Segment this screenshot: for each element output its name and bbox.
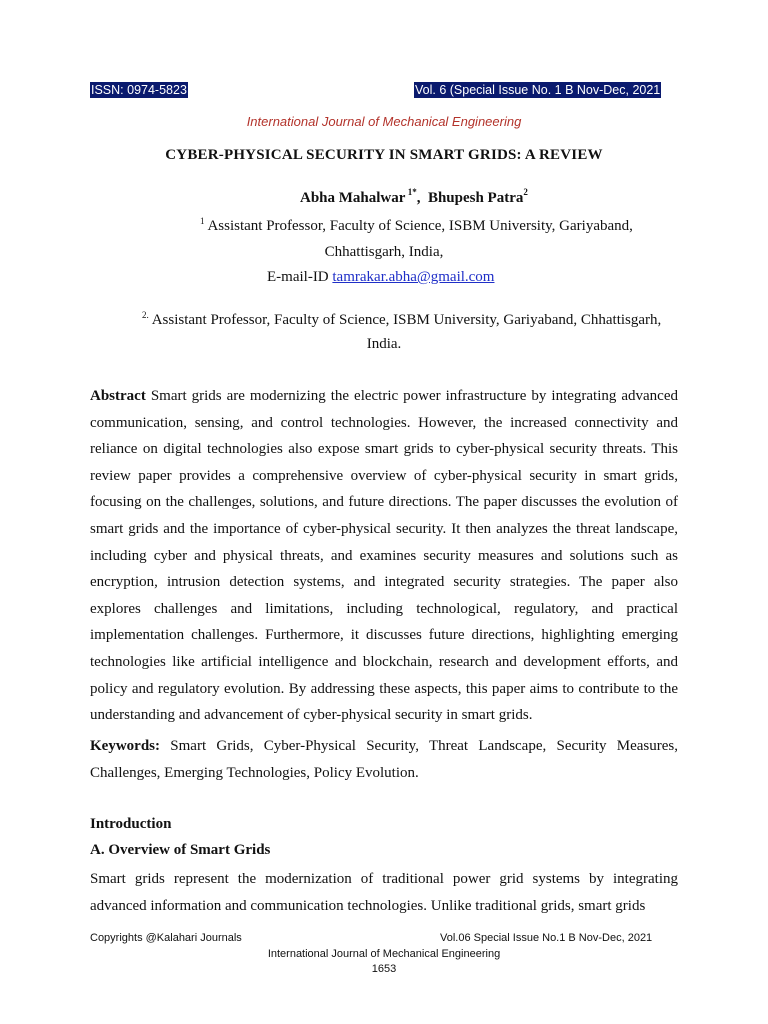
abstract-label: Abstract — [90, 388, 146, 404]
keywords-text: Smart Grids, Cyber-Physical Security, Threat Landscape, Security Measures, Challenges, Emerging Technologies, Policy Evolution. — [90, 738, 679, 781]
keywords — [90, 733, 678, 786]
issn-label: ISSN: 0974-5823 — [91, 83, 187, 97]
author-list: Abha Mahalwar $^{1*}$, Bhupesh Patra$^2$ — [300, 187, 528, 206]
journal-name: International Journal of Mechanical Engineering — [246, 114, 522, 129]
footer-issue: Vol.06 Special Issue No.1 B Nov-Dec, 2021 — [440, 932, 653, 944]
affiliation-2-location: India. — [366, 336, 402, 352]
volume-label: Vol. 6 (Special Issue No. 1 B Nov-Dec, 2021 — [415, 83, 661, 97]
affiliation-2: $^{2.}$ Assistant Professor, Faculty of Science, ISBM University, Gariyaband, Chhattisgarh, — [142, 310, 662, 328]
keywords-label: Keywords: — [90, 738, 160, 754]
footer-journal: International Journal of Mechanical Engineering — [267, 948, 501, 960]
author-marker: 2 — [523, 187, 528, 197]
email-line — [267, 269, 494, 286]
abstract — [90, 383, 678, 729]
abstract-text: Smart grids are modernizing the electric power infrastructure by integrating advanced communication, sensing, and control technologies. However, the increased connectivity and reliance on digital technologies also expose smart grids to cyber-physical security threats. This review paper provides a comprehensive overview of cyber-physical security in smart grids, focusing on the challenges, solutions, and future directions. The paper discusses the evolution of smart grids and the importance of cyber-physical security. It then analyzes the threat landscape, including cyber and physical threats, and examines security measures and solutions such as encryption, intrusion detection systems, and integrated security strategies. The paper also explores challenges and limitations, including technological, regulatory, and practical implementation challenges. Furthermore, it discusses future directions, highlighting emerging technologies like artificial intelligence and blockchain, research and development efforts, and policy and regulatory evolution. By addressing these aspects, this paper aims to contribute to the understanding and advancement of cyber-physical security in smart grids. — [90, 388, 678, 724]
affiliation-1: $^1$ Assistant Professor, Faculty of Science, ISBM University, Gariyaband, — [200, 216, 633, 234]
body-paragraph: Smart grids represent the modernization of traditional power grid systems by integrating advanced information and communication technologies. Unlike traditional grids, smart grids — [90, 871, 678, 914]
page-number: 1653 — [371, 963, 397, 975]
footer-copyright: Copyrights @Kalahari Journals — [90, 932, 242, 944]
author-name: Bhupesh Patra — [427, 190, 524, 206]
author-name: Abha Mahalwar — [300, 190, 406, 206]
email-link[interactable]: tamrakar.abha@gmail.com — [332, 269, 495, 285]
section-heading: Introduction — [90, 816, 172, 832]
subsection-heading: A. Overview of Smart Grids — [90, 842, 271, 858]
author-marker: 1* — [407, 187, 417, 197]
affiliation-marker: 2. — [142, 310, 149, 320]
affiliation-1-location: Chhattisgarh, India, — [324, 244, 444, 260]
affiliation-marker: 1 — [200, 216, 205, 226]
paper-title: CYBER-PHYSICAL SECURITY IN SMART GRIDS: A REVIEW — [165, 147, 603, 163]
email-label: E-mail-ID — [267, 269, 333, 285]
